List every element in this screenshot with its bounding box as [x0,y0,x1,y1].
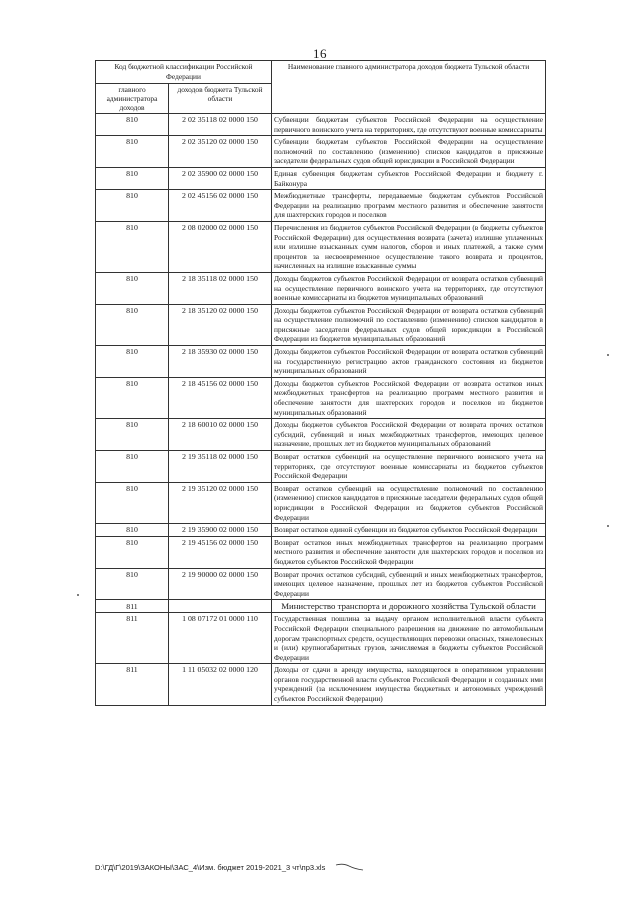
table-row [96,136,546,168]
income-name-cell: Возврат остатков субвенций на осуществление первичного воинского учета на территориях, где отсутствуют военные комиссариаты из бюджетов субъектов Российской Федерации [272,451,546,483]
table-row [96,221,546,272]
income-code-cell: 2 18 35930 02 0000 150 [169,346,272,378]
income-name-cell: Доходы бюджетов субъектов Российской Федерации от возврата остатков субвенций на осуществление первичного воинского учета на территориях, где отсутствуют военные комиссариаты из бюджетов муниципальных образований [272,272,546,304]
income-code-cell: 2 02 45156 02 0000 150 [169,190,272,222]
income-name-cell: Возврат прочих остатков субсидий, субвенций и иных межбюджетных трансфертов, имеющих целевое назначение, прошлых лет из бюджетов субъектов Российской Федерации [272,568,546,600]
admin-code-cell: 810 [96,377,169,418]
admin-code-cell: 810 [96,524,169,537]
table-row [96,190,546,222]
income-name-cell: Доходы бюджетов субъектов Российской Федерации от возврата остатков субвенций на осуществление полномочий по составлению (изменению) списков кандидатов в присяжные заседатели федеральных судов общей юрисдикции в Российской Федерации из бюджетов муниципальных образований [272,304,546,345]
admin-code-cell: 810 [96,419,169,451]
page-number: 16 [313,46,327,61]
section-empty-cell [169,600,272,613]
section-admin-code: 811 [96,600,169,613]
income-name-cell: Перечисления из бюджетов субъектов Российской Федерации (в бюджеты субъектов Российской Федерации) для осуществления возврата (зачета) излишне уплаченных или излишне взысканных сумм налогов, сборов и иных платежей, а также сумм процентов за несвоевременное осуществление такого возврата и процентов, начисленных на излишне взысканные суммы [272,221,546,272]
income-name-cell: Доходы от сдачи в аренду имущества, находящегося в оперативном управлении органов государственной власти субъектов Российской Федерации и созданных ими учреждений (за исключением имущества бюджетных и автономных учреждений субъектов Российской Федерации) [272,664,546,705]
table-body [96,114,546,706]
admin-code-cell: 810 [96,451,169,483]
income-code-cell: 2 02 35120 02 0000 150 [169,136,272,168]
table-row [96,613,546,664]
table-row [96,568,546,600]
admin-code-cell: 810 [96,167,169,189]
income-code-cell: 2 08 02000 02 0000 150 [169,221,272,272]
income-name-cell: Доходы бюджетов субъектов Российской Федерации от возврата остатков иных межбюджетных трансфертов на реализацию программ местного развития и обеспечение занятости для шахтерских городов и поселков из бюджетов муниципальных образований [272,377,546,418]
table-row [96,451,546,483]
income-name-cell: Субвенции бюджетам субъектов Российской Федерации на осуществление полномочий по составлению (изменению) списков кандидатов в присяжные заседатели федеральных судов общей юрисдикции в Российской Федерации [272,136,546,168]
income-code-cell: 2 19 35120 02 0000 150 [169,482,272,523]
income-name-cell: Возврат остатков единой субвенции из бюджетов субъектов Российской Федерации [272,524,546,537]
table-row [96,419,546,451]
table-row [96,114,546,136]
table-row [96,536,546,568]
admin-code-cell: 811 [96,664,169,705]
admin-code-cell: 810 [96,221,169,272]
income-code-cell: 2 02 35900 02 0000 150 [169,167,272,189]
income-code-cell: 2 18 35118 02 0000 150 [169,272,272,304]
section-row [96,600,546,613]
table-row [96,664,546,705]
admin-code-cell: 811 [96,613,169,664]
income-code-cell: 2 02 35118 02 0000 150 [169,114,272,136]
table-row [96,524,546,537]
income-code-cell: 2 19 90000 02 0000 150 [169,568,272,600]
income-code-cell: 2 18 60010 02 0000 150 [169,419,272,451]
income-name-cell: Возврат остатков иных межбюджетных трансфертов на реализацию программ местного развития и обеспечение занятости для шахтерских городов и поселков из бюджетов субъектов Российской Федерации [272,536,546,568]
income-name-cell: Доходы бюджетов субъектов Российской Федерации от возврата прочих остатков субсидий, субвенций и иных межбюджетных трансфертов, имеющих целевое назначение, прошлых лет из бюджетов муниципальных образований [272,419,546,451]
pen-stroke-icon [335,862,365,872]
table-row [96,482,546,523]
income-code-cell: 2 19 45156 02 0000 150 [169,536,272,568]
income-name-cell: Доходы бюджетов субъектов Российской Федерации от возврата остатков субвенций на государственную регистрацию актов гражданского состояния из бюджетов муниципальных образований [272,346,546,378]
revenue-admin-table [95,60,546,706]
section-title: Министерство транспорта и дорожного хозяйства Тульской области [272,600,546,613]
income-code-cell: 2 18 35120 02 0000 150 [169,304,272,345]
admin-code-cell: 810 [96,190,169,222]
admin-code-cell: 810 [96,272,169,304]
table-row [96,346,546,378]
income-name-cell: Единая субвенция бюджетам субъектов Российской Федерации и бюджету г. Байконура [272,167,546,189]
income-col-header: доходов бюджета Тульской области [169,84,272,114]
admin-code-cell: 810 [96,304,169,345]
income-code-cell: 2 18 45156 02 0000 150 [169,377,272,418]
admin-code-cell: 810 [96,482,169,523]
admin-code-cell: 810 [96,136,169,168]
admin-code-cell: 810 [96,536,169,568]
income-code-cell: 2 19 35900 02 0000 150 [169,524,272,537]
scan-dot-icon [76,593,80,597]
file-path: D:\ГД\Г\2019\ЗАКОНЫ\ЗАС_4\Изм. бюджет 2019-2021_3 чт\пр3.xls [95,863,326,872]
name-header: Наименование главного администратора доходов бюджета Тульской области [272,61,546,114]
income-code-cell: 1 11 05032 02 0000 120 [169,664,272,705]
scan-dot-icon [606,524,610,528]
table-row [96,377,546,418]
income-name-cell: Межбюджетные трансферты, передаваемые бюджетам субъектов Российской Федерации на реализацию программ местного развития и обеспечение занятости для шахтерских городов и поселков [272,190,546,222]
table-row [96,272,546,304]
header-row-1 [96,61,546,84]
admin-col-header: главного администратора доходов [96,84,169,114]
admin-code-cell: 810 [96,114,169,136]
scan-dot-icon [606,353,610,357]
income-name-cell: Возврат остатков субвенций на осуществление полномочий по составлению (изменению) списков кандидатов в присяжные заседатели федеральных судов общей юрисдикции в Российской Федерации из бюджетов субъектов Российской Федерации [272,482,546,523]
admin-code-cell: 810 [96,568,169,600]
income-code-cell: 2 19 35118 02 0000 150 [169,451,272,483]
table-row [96,304,546,345]
table-row [96,167,546,189]
income-code-cell: 1 08 07172 01 0000 110 [169,613,272,664]
admin-code-cell: 810 [96,346,169,378]
kbk-header: Код бюджетной классификации Российской Федерации [96,61,272,84]
income-name-cell: Государственная пошлина за выдачу органом исполнительной власти субъекта Российской Федерации специального разрешения на движение по автомобильным дорогам транспортных средств, осуществляющих перевозки опасных, тяжеловесных и (или) крупногабаритных грузов, зачисляемая в бюджеты субъектов Российской Федерации [272,613,546,664]
income-name-cell: Субвенции бюджетам субъектов Российской Федерации на осуществление первичного воинского учета на территориях, где отсутствуют военные комиссариаты [272,114,546,136]
